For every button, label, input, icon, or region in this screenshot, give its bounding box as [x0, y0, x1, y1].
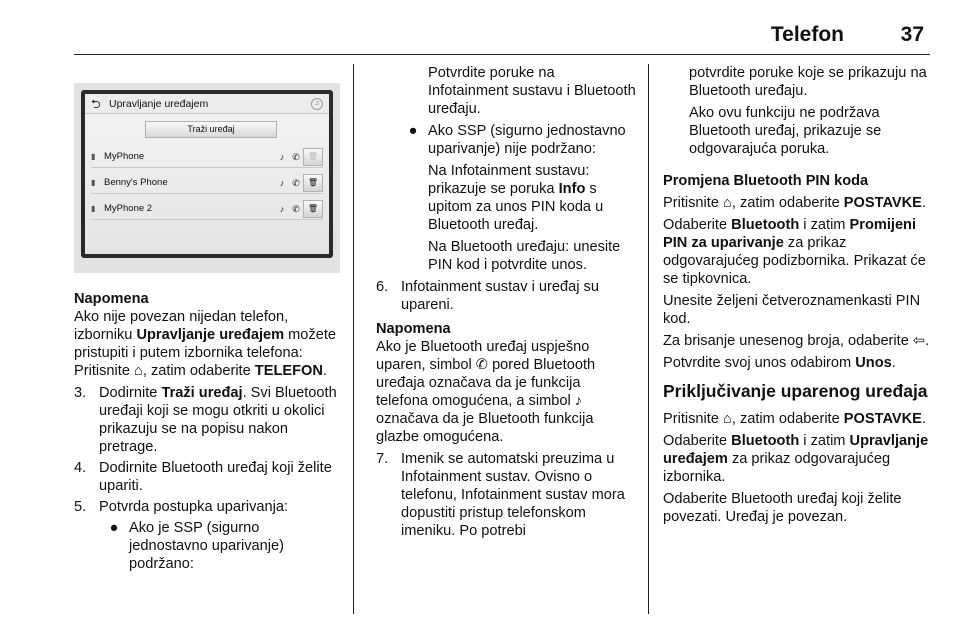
device-row — [91, 198, 323, 220]
step-5: 5. Potvrda postupka uparivanja: — [74, 499, 289, 515]
device-row — [91, 172, 323, 194]
header-rule — [74, 54, 930, 55]
running-header-title: Telefon — [770, 23, 844, 46]
enter-pin-text: Unesite željeni četveroznamenkasti PIN kod. — [663, 293, 921, 327]
column-divider-1 — [353, 64, 354, 614]
delete-icon: 🗑 — [303, 174, 323, 192]
select-bluetooth-text: Odaberite Bluetooth i zatim Promijeni PIN za uparivanje za prikaz odgovarajućeg podizbornika. Prikazat će se tipkovnica. — [663, 217, 926, 287]
phone-device-icon: ▮ — [91, 203, 96, 213]
phone-symbol-icon: ✆ — [475, 357, 489, 373]
press-home-text: Pritisnite ⌂, zatim odaberite POSTAVKE. — [663, 411, 926, 427]
device-name: MyPhone 2 — [104, 202, 153, 214]
delete-digit-text: Za brisanje unesenog broja, odaberite ⇦. — [663, 333, 930, 349]
column-divider-2 — [648, 64, 649, 614]
phone-device-icon: ▮ — [91, 151, 96, 161]
phone-device-icon: ▮ — [91, 177, 96, 187]
bullet-ssp-not-supported: ● Ako SSP (sigurno jednostavno uparivanje) nije podržano: — [398, 122, 636, 158]
note-title: Napomena — [376, 321, 451, 337]
media-icon: ♫ — [311, 98, 323, 110]
bullet-icon: ● — [109, 520, 119, 536]
back-arrow-icon: ⮌ — [91, 96, 101, 111]
bullet-ssp-supported: ● Ako je SSP (sigurno jednostavno uparivanje) podržano: — [99, 519, 340, 573]
step-7: 7. Imenik se automatski preuzima u Infotainment sustav. Ovisno o telefonu, Infotainment sustav mora dopustiti pristup telefonskom imeniku. Po potrebi — [376, 451, 625, 539]
device-row — [91, 146, 323, 168]
home-icon: ⌂ — [723, 195, 732, 211]
bullet-icon: ● — [408, 123, 418, 139]
delete-icon: 🗑 — [303, 200, 323, 218]
music-symbol-icon: ♪ — [279, 203, 285, 214]
column-2 — [376, 64, 636, 543]
music-symbol-icon: ♪ — [574, 393, 583, 409]
device-management-figure — [74, 83, 340, 273]
delete-icon: 🗑 — [303, 148, 323, 166]
section-heading-connect-device: Priključivanje uparenog uređaja — [663, 381, 928, 401]
unsupported-text: Ako ovu funkciju ne podržava Bluetooth uređaj, prikazuje se odgovarajuća poruka. — [689, 105, 882, 157]
phone-symbol-icon: ✆ — [292, 177, 300, 188]
phone-symbol-icon: ✆ — [292, 203, 300, 214]
column-1 — [74, 290, 340, 573]
step-3: 3. Dodirnite Traži uređaj. Svi Bluetooth uređaji koji se mogu otkriti u okolici prikazuju se na popisu nakon pretrage. — [74, 385, 337, 455]
info-message-text: Na Infotainment sustavu: prikazuje se poruka Info s upitom za unos PIN koda u Bluetooth uređaj. — [428, 163, 604, 233]
screen-title: Upravljanje uređajem — [109, 97, 209, 110]
device-name: Benny's Phone — [104, 176, 168, 188]
music-symbol-icon: ♪ — [279, 177, 285, 188]
step-6: 6. Infotainment sustav i uređaj su upareni. — [376, 279, 599, 313]
note-title: Napomena — [74, 291, 149, 307]
note-text: Ako nije povezan nijedan telefon, izborniku Upravljanje uređajem možete pristupiti i putem izbornika telefona: Pritisnite ⌂, zatim odaberite TELEFON. — [74, 309, 337, 379]
home-icon: ⌂ — [723, 411, 732, 427]
select-device-text: Odaberite Bluetooth uređaj koji želite povezati. Uređaj je povezan. — [663, 491, 902, 525]
music-symbol-icon: ♪ — [279, 151, 285, 162]
column-3 — [663, 64, 933, 530]
confirm-messages-text: potvrdite poruke koje se prikazuju na Bluetooth uređaju. — [689, 65, 927, 99]
search-devices-button: Traži uređaj — [145, 121, 277, 138]
press-home-text: Pritisnite ⌂, zatim odaberite POSTAVKE. — [663, 195, 926, 211]
phone-symbol-icon: ✆ — [292, 151, 300, 162]
enter-pin-text: Na Bluetooth uređaju: unesite PIN kod i potvrdite unos. — [428, 239, 621, 273]
home-icon: ⌂ — [134, 363, 143, 379]
device-name: MyPhone — [104, 150, 145, 162]
screen-title-bar — [85, 94, 329, 114]
select-bluetooth-text: Odaberite Bluetooth i zatim Upravljanje uređajem za prikaz odgovarajućeg izbornika. — [663, 433, 929, 485]
confirm-entry-text: Potvrdite svoj unos odabirom Unos. — [663, 355, 896, 371]
backspace-icon: ⇦ — [912, 333, 926, 349]
step-4: 4. Dodirnite Bluetooth uređaj koji želite upariti. — [74, 460, 332, 494]
page-number: 37 — [900, 23, 924, 46]
section-heading-change-pin: Promjena Bluetooth PIN koda — [663, 173, 869, 189]
infotainment-screen — [81, 90, 333, 258]
confirm-text: Potvrdite poruke na Infotainment sustavu i Bluetooth uređaju. — [428, 65, 636, 117]
note-text: Ako je Bluetooth uređaj uspješno uparen, simbol ✆ pored Bluetooth uređaja označava da je funkcija telefona omogućena, a simbol ♪ označava da je Bluetooth funkcija glazbe omogućena. — [376, 339, 596, 445]
